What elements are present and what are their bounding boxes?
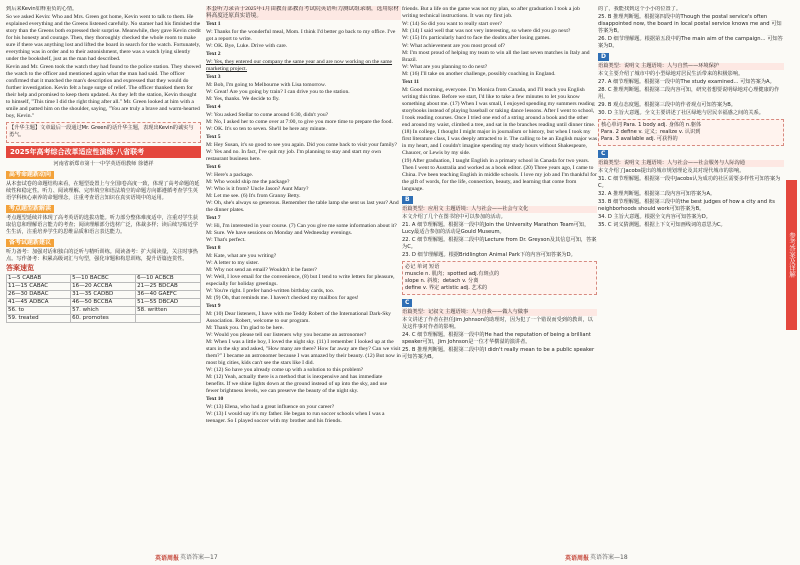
section-d-badge: D: [598, 53, 609, 61]
continuation-para-2: Kevin and Mr. Green took the watch they had found to the police station. They showed the watch to the officer and mentioned again what the man had said. The officer confirmed that it matched the man's description and expressed that they would do further investigation. Kevin felt a huge surge of relief. The officer thanked them for their help and promised to keep them updated. As they left the station, Kevin thought to himself, "This time I did the right thing after all." Mr. Green looked at him with a smile and patted him on the shoulder, saying, "You are truly a brave and warm-hearted boy, Kevin.": [6, 64, 201, 119]
answer-33: 33. B 细节理解题。根据第三段中的the best judges of how a city and its neighborhoods should work可知答案为B。: [598, 199, 775, 212]
text-2-content: W: Yes, they entered our company the same year and are now working on the same marketing project.: [206, 59, 393, 72]
answer-cell: 21—25 BDCAB: [136, 283, 201, 291]
tag-trend: 高考命题新动向: [6, 171, 54, 179]
answer-cell: 6—10 ACBCB: [136, 275, 201, 283]
table-row: [7, 283, 201, 291]
vocab-box-2: 核心单词 Para. 1 body adj. 身体的 n.躯体 Para. 2 define v. 定义；realize v. 认识到 Para. 3 available adj. 可获得的: [598, 119, 784, 146]
answer-cell: 1—5 CABAB: [7, 275, 71, 283]
text-5-label: Text 5: [206, 134, 221, 140]
answer-cell: 60. promotes: [71, 315, 136, 323]
text-11-content-2: (19) After graduation, I taught English in a primary school in Canada for two years. Then I went to Australia and worked as a book editor. (20) Three years ago, I came to China. I've been teaching English in middle schools. I love my job and I'm thankful for the gift of words, for the life, connection, beauty, and learning that come from language.: [402, 158, 597, 192]
answer-26: 26. D 细节理解题。根据第五段中的The main aim of the campaign... 可知答案为D。: [598, 36, 783, 49]
answer-25: 25. B 推理判断题。根据第二段中的I didn't really mean to be a public speaker可知答案为B。: [402, 347, 595, 360]
text-3-content: M: Bob, I'm going to Melbourne with Lisa tomorrow. W: Great! Are you going by train? I can drive you to the station. M: Yes, thanks. We decide to fly.: [206, 82, 350, 102]
answer-table: [6, 274, 201, 323]
exam-author: 河南省新郑市第十一中学英语组教师 徐德祥: [53, 161, 154, 167]
col4-top: 的了，我能找到这个小小的位置了。: [598, 6, 682, 12]
answer-cell: 58. written: [136, 307, 201, 315]
answer-cell: 11—15 CABAC: [7, 283, 71, 291]
tag-advice: 备考试题新建议: [6, 239, 54, 247]
text-2-label: Text 2: [206, 51, 221, 57]
answer-cell: 41—45 ADBCA: [7, 299, 71, 307]
tag-analysis: 考点题型新解读: [6, 205, 54, 213]
answer-23: 23. D 细节理解题。根据Bridlington Animal Park下的内容可知答案为D。: [402, 252, 576, 258]
answer-cell: 31—35 CADBD: [71, 291, 136, 299]
text-1-label: Text 1: [206, 21, 221, 27]
table-row: [7, 299, 201, 307]
text-1-content: W: Thanks for the wonderful meal, Mom. I think I'd better go back to my office. I've got a report to write. W: OK. Bye, Luke. Drive with care.: [206, 29, 396, 49]
text-11-label: Text 11: [402, 79, 420, 85]
answer-cell: 46—50 BCCBA: [71, 299, 136, 307]
answer-cell: [136, 315, 201, 323]
text-5-content: M: Hey Susan, it's so good to see you again. Did you come back to visit your family? W: Yes and no. In fact, I've quit my job. I'm planning to stay and start my own restaurant business here.: [206, 142, 398, 162]
section-b-summary: 本文介绍了几个在图书馆中可以参加的活动。: [402, 214, 506, 220]
trend-text: 从本套试卷的命题结构来看，在题型设置上与全国I卷高度一致，体现了高考命题的延续性和稳定性。听力、阅读理解、完形填空和语法填空的命题方向都遵循考查学生英语学科核心素养的命题理念，注重考查语言知识在真实语境中的运用。: [6, 181, 200, 201]
advice-text: 听力备考：加强对话和独白的泛听与精听训练。阅读备考：扩大阅读量，关注时事热点。写作备考：积累高级词汇与句型，强化审题和构思训练，提升语篇连贯性。: [6, 249, 198, 262]
vocab-box: 必记 单词 短语 muscle n. 肌肉；spotted adj.有斑点的 slope n. 斜坡；detach v. 分离 define v. 界定 artistic adj. 艺术的: [402, 261, 597, 295]
answer-cell: 36—40 GAEFC: [136, 291, 201, 299]
text-8-content: M: Kate, what are you writing? W: A letter to my sister. M: Why not send an email? Wouldn't it be faster? W: Well, I love email for the convenience, (8) but I tend to write letters for pleasure, especially for holiday greetings. W: You're right. I prefer hand-written birthday cards, too. M: (9) Oh, that reminds me. I haven't checked my mailbox for ages!: [206, 253, 395, 301]
text-10-label: Text 10: [206, 396, 224, 402]
answer-21: 21. A 细节理解题。根据第一段中的Join the University Marathon Team可知，Lucy最适合参加的活动是Gould Museum。: [402, 222, 590, 235]
answer-32: 32. A 推理判断题。根据第二段内容可知答案为A。: [598, 191, 716, 197]
table-row: [7, 307, 201, 315]
text-9-label: Text 9: [206, 303, 221, 309]
answer-cell: 5—10 BACBC: [71, 275, 136, 283]
column-1: [6, 6, 201, 544]
col3-q2: W: What achievement are you most proud of? M: I'm most proud of helping my team to win all the last seven matches in Italy and Brazil. W: What are you planning to do next? M: (16) I'll take on another challenge, possibly coaching in England.: [402, 43, 590, 77]
answer-22: 22. C 细节理解题。根据第二段中的Lecture from Dr. Greyson及其信息可知，答案为C。: [402, 237, 597, 250]
column-3: [402, 6, 597, 544]
page-number-right: 英语答案—18: [590, 554, 628, 561]
section-e-badge: C: [598, 150, 608, 158]
column-4: [598, 6, 784, 544]
text-7-content: W: Hi, I'm interested in your course. (7) Can you give me some information about it? M: Sure. We have sessions on Monday and Wednesday evenings. W: That's perfect.: [206, 223, 397, 243]
section-d-meta: 语篇类型：说明文 主题语境：人与自然——环境保护: [598, 63, 784, 70]
listening-intro: 本套听力录音于2025年1月由教育部教育考试院英语听力测试组录制，选用原材料高度还原真实语境。: [206, 6, 399, 19]
answer-cell: 51—55 DBCAD: [136, 299, 201, 307]
table-row: [7, 315, 201, 323]
answer-cell: 59. treated: [7, 315, 71, 323]
theme-note: [6, 122, 201, 143]
section-c-summary: 本文讲述了作者在担任Jim Johnson的助理时，因为犯了一个错误而受到的教训，以及这件事对作者的影响。: [402, 317, 593, 330]
table-row: [7, 275, 201, 283]
page-number-left: 英语答案—17: [180, 554, 218, 561]
section-c-badge: C: [402, 299, 412, 307]
answer-25b: 25. B 推理判断题。根据第四段中的Though the postal service's often disappointed now, the board in local postal service knows me and 可知答案为B。: [598, 14, 782, 34]
section-c-meta: 语篇类型：记叙文 主题语境：人与自我——做人与做事: [402, 309, 597, 316]
section-b-meta: 语篇类型：应用文 主题语境：人与社会——社会与文化: [402, 206, 597, 213]
section-d-summary: 本文主要介绍了城市中的小型绿地对居民生活带来的积极影响。: [598, 71, 744, 77]
brand-logo-right: 英语周报: [565, 555, 590, 562]
answer-29: 29. B 观点态度题。根据第三段中的作者观点可知答案为B。: [598, 102, 736, 108]
text-6-content: W: Here's a package. M: Who would ship me the package? W: Who is it from? Uncle Jason? Aunt Mary? M: Let me see. (6) It's from Granny Betty. W: Oh, she's always so generous. Remember the table lamp she sent us last year? And the dinner plates.: [206, 172, 399, 213]
column-2: [206, 6, 401, 544]
answer-34: 34. D 主旨大意题。根据全文内容可知答案为D。: [598, 214, 711, 220]
answer-overview-title: 答案速览: [6, 264, 34, 272]
answer-cell: 16—20 ACCBA: [71, 283, 136, 291]
answer-27: 27. A 细节理解题。根据第一段中的The study examined... 可知答案为A。: [598, 79, 775, 85]
answer-35: 35. C 词义猜测题。根据上下文可知画线词的意思为C。: [598, 222, 726, 228]
answer-30: 30. D 主旨大意题。全文主要讲述了社区绿地与居民幸福感之间的关系。: [598, 110, 764, 116]
answer-cell: 26—30 DABAC: [7, 291, 71, 299]
text-7-label: Text 7: [206, 215, 221, 221]
exam-title: 2025年高考综合改革适应性演练·八省联考: [6, 146, 201, 158]
text-10-content: W: (13) Elena, who had a great influence on your career? W: (13) I would say it's my father. He began to run soccer schools when I was a teenager. So I played soccer with my brother and his friends.: [206, 404, 385, 424]
text-8-label: Text 8: [206, 245, 221, 251]
table-row: [7, 291, 201, 299]
text-11-content: M: Good morning, everyone. I'm Monica from Canada, and I'll teach you English writing this time. Before we start, I'd like to take a few minutes to let you know something about me. (17) When I was small, I enjoyed spending my summers reading storybooks instead of playing baseball or taking dance lessons. After I went to school, I took reading courses. Once I tried one end of a string around a book and the other end around my waist, climbed a tree, and sat in the branches reading until dinner time. (18) In college, I thought I might major in journalism or history, but when I took my first literature class, I was deeply attracted to it. The calling to be an English major was in my heart, and I couldn't imagine spending my study hours without Shakespeare, Chaucer, or Lewis by my side.: [402, 87, 597, 156]
continuation-para-1: So we asked Kevin: Who and Mrs. Green got home, Kevin went to talk to them. He explained everything and the Greens listened carefully. No stamer had his fimished the story than the Greens both expressed their surprise. Meanwhile, they gave Kevin credit for his honesty and courage. Then, they thoroughly checked the whole room to make sure if there was anything lost and lifted the board in search for the watch. Fortunately, everything was in order and to their astonishment, there was a watch lying silently under the bookshelf, just as the man had described.: [6, 14, 201, 62]
answer-28: 28. C 推理判断题。根据第二段内容可知，研究者想要说明绿地对心理健康的作用。: [598, 87, 780, 100]
brand-logo-left: 英语周报: [155, 555, 180, 562]
side-tab: 参考答案及详解: [786, 180, 797, 330]
text-3-label: Text 3: [206, 74, 221, 80]
text-9-content: M: (10) Dear listeners, I have with me Teddy Robert of the International Dark-Sky Association. Robert, welcome to our program. M: Thank you. I'm glad to be here. W: Would you please tell our listeners why you became an astronomer? M: When I was a little boy, I loved the night sky. (11) I remember I looked up at the stars in the sky and asked, "How many are there? How far away are they? Can we visit them?" I became an astronomer because I was amazed by their beauty. (12) But now in most big cities, kids can't see the stars like I did. W: (12) So have you already come up with a solution to this problem? M: (12) Yeah, actually there is a method that is inexpensive and has immediate benefits. If we shine lights down at the ground instead of up into the sky, and use fewer brightness levels, we can preserve the beauty of the night sky.: [206, 311, 401, 394]
text-6-label: Text 6: [206, 164, 221, 170]
section-b-badge: B: [402, 196, 413, 204]
col3-q1: W: (14) So did you want to really start over? M: (14) I said well that was not very interesting, so where did you go next? W: (15) It's particularly hard to face the doubts after losing games.: [402, 21, 571, 41]
answer-cell: 57. which: [71, 307, 136, 315]
answer-cell: 56. to: [7, 307, 71, 315]
section-e-meta: 语篇类型：说明文 主题语境：人与社会——社会服务与人际沟通: [598, 160, 784, 167]
intro-line: 到后来Kevin如释重负的心情。: [6, 6, 78, 12]
section-e-summary: 本文介绍了Jacobs提出的城市规划理论及其对现代城市的影响。: [598, 168, 745, 174]
answer-24: 24. C 细节理解题。根据第一段中的He had the reputation of being a brilliant speaker可知，Jim Johnson是一位才华横溢的演讲者。: [402, 332, 591, 345]
text-4-content: W: You asked Stellar to come around 6:30, didn't you? M: No, I asked her to come over at 7:00, to give you more time to prepare the food. W: OK. It's so ten to seven. She'll be here any minute.: [206, 112, 393, 132]
theme-note-text: 【升华主题】文章最后一段通过Mr. Green的话升华主题，表现出Kevin的诚实与勇气。: [9, 125, 194, 138]
analysis-text: 考点题型延续并体现了高考英语的选拔功能。听力部分整体难度适中，注重对学生获取信息和理解语言能力的考查；阅读理解部分选材广泛，体裁多样；读后续写贴近学生生活，注重培养学生的思维品质和语言表达能力。: [6, 215, 198, 235]
answer-31: 31. C 细节理解题。根据第一段中Jacobs认为成功的社区需要多样性可知答案为C。: [598, 176, 781, 189]
col3-top: friends. But a life on the game was not my plan, so after graduation I took a job writing technical instructions. It was my first job.: [402, 6, 580, 19]
text-4-label: Text 4: [206, 104, 221, 110]
